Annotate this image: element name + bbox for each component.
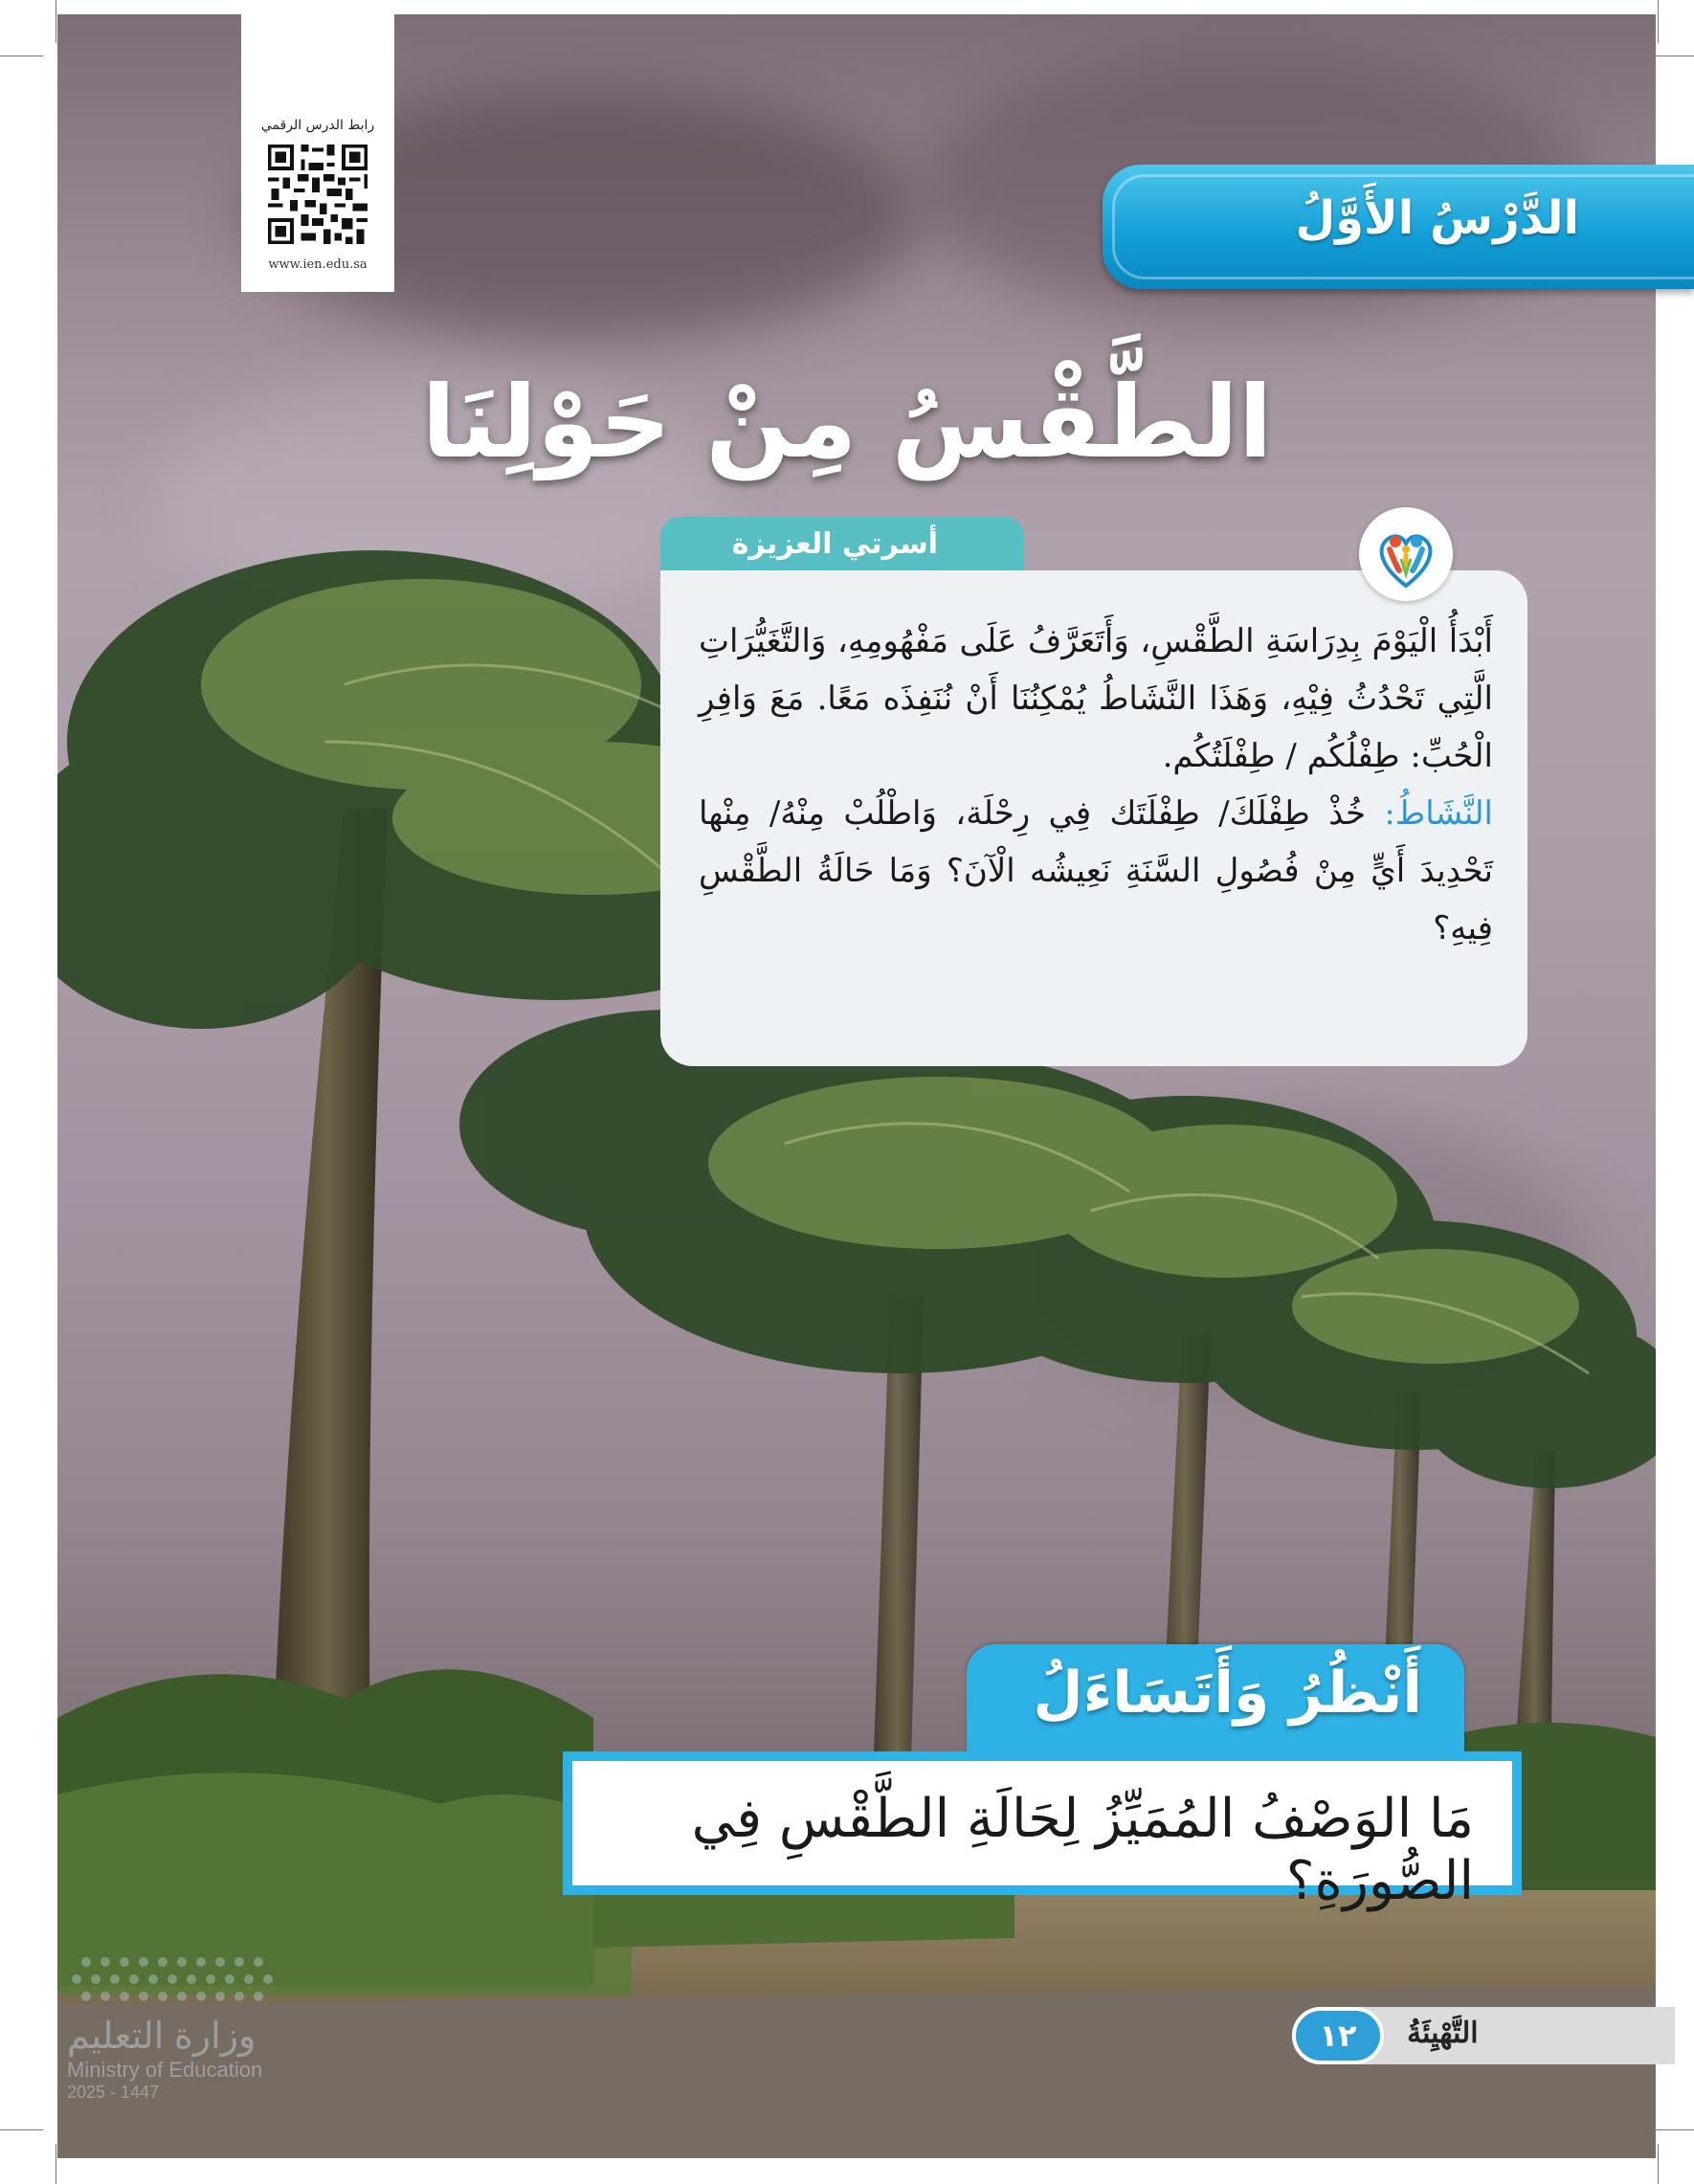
- crop-mark: [1658, 0, 1659, 43]
- activity-text: خُذْ طِفْلَكَ/ طِفْلَتَك فِي رِحْلَة، وَاطْلُبْ مِنْهُ/ مِنْها تَحْدِيدَ أَيٍّ مِنْ فُصُولِ السَّنَةِ نَعِيشُه الْآنَ؟ وَمَا حَالَةُ الطَّقْسِ فِيهِ؟: [699, 794, 1493, 947]
- crop-mark: [0, 2129, 43, 2130]
- family-paragraph: أَبْدَأُ الْيَوْمَ بِدِرَاسَةِ الطَّقْسِ، وَأَتَعَرَّفُ عَلَى مَفْهُومِهِ، وَالتَّغَيُّرَاتِ الَّتِي تَحْدُثُ فِيْهِ، وَهَذَا النَّشَاطُ يُمْكِنُنَا أَنْ نُنَفِذَه مَعًا. مَعَ وَافِرِ الْحُبِّ: طِفْلُكُم / طِفْلَتُكُم.: [699, 622, 1493, 775]
- lesson-tab: [1103, 165, 1694, 289]
- qr-card[interactable]: [241, 14, 394, 292]
- lesson-label: الدَّرْسُ الأَوَّلُ: [1295, 191, 1579, 245]
- page-title: الطَّقْسُ مِنْ حَوْلِنَا: [421, 364, 1273, 480]
- family-tab: [660, 517, 1024, 576]
- page-number: ١٢: [1292, 2007, 1384, 2064]
- crop-mark: [1658, 2144, 1659, 2184]
- look-and-wonder-tab: [967, 1644, 1464, 1763]
- watermark-year: 2025 - 1447: [67, 2083, 160, 2102]
- look-and-wonder-label: أَنْظُرُ وَأَتَسَاءَلُ: [1033, 1660, 1422, 1727]
- qr-label: رابط الدرس الرقمي: [260, 118, 375, 133]
- family-icon: [1359, 507, 1453, 601]
- activity-prefix: النَّشَاطُ:: [1384, 794, 1493, 833]
- qr-url[interactable]: www.ien.edu.sa: [268, 257, 368, 272]
- footer-section-label: التَّهْيِئَةُ: [1407, 2017, 1479, 2050]
- family-note-text: [699, 613, 1493, 957]
- ministry-watermark: [67, 1952, 316, 2103]
- watermark-english: Ministry of Education: [67, 2058, 263, 2082]
- qr-code-icon[interactable]: [264, 141, 371, 248]
- question-text: مَا الوَصْفُ المُمَيِّزُ لِحَالَةِ الطَّقْسِ فِي الصُّورَةِ؟: [691, 1788, 1474, 1912]
- watermark-arabic: وزارة التعليم: [67, 2017, 256, 2057]
- question-box: [563, 1751, 1522, 1912]
- crop-mark: [1651, 2129, 1694, 2130]
- dots-logo-icon: [67, 1952, 297, 2010]
- family-tab-label: أسرتي العزيزة: [731, 527, 938, 561]
